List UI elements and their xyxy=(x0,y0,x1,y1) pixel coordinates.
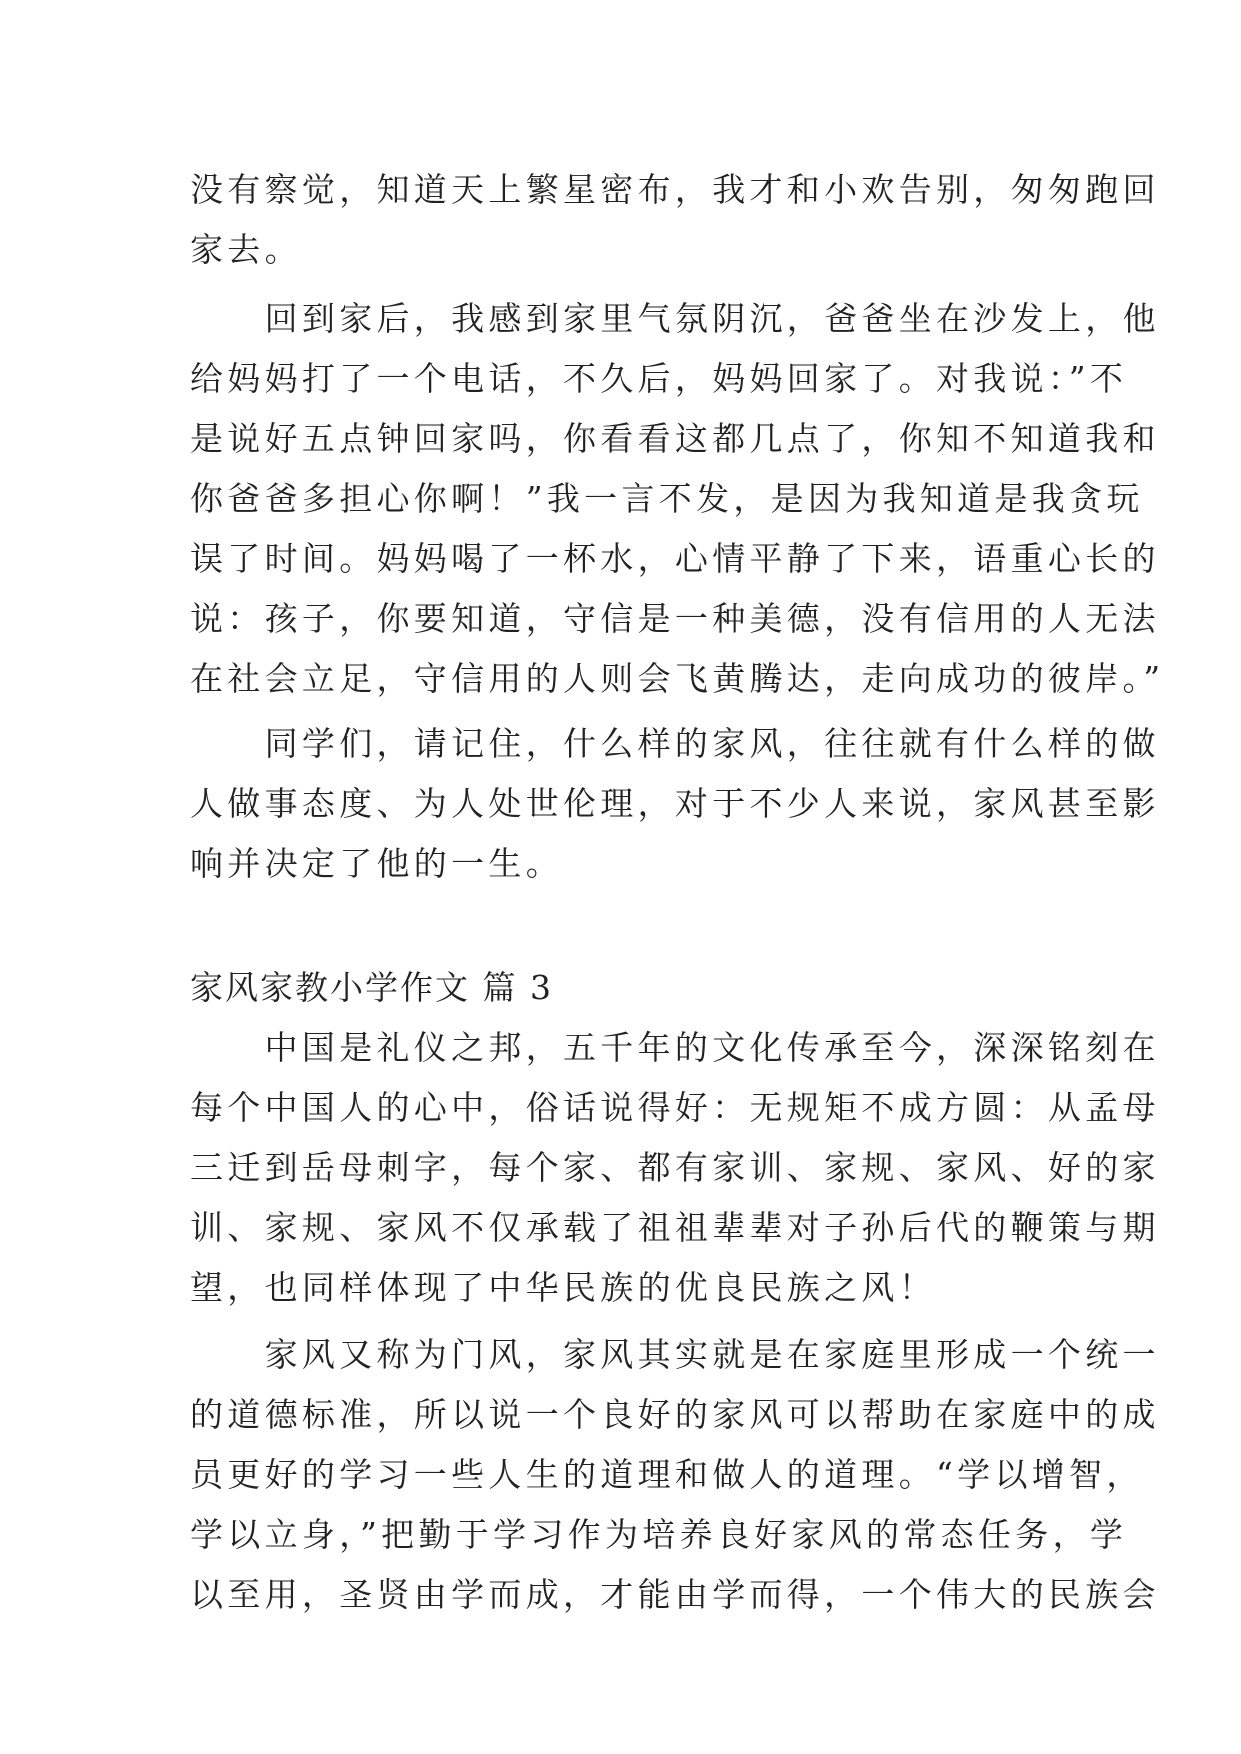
paragraph-4-line-4: 训、家规、家风不仅承载了祖祖辈辈对子孙后代的鞭策与期 xyxy=(190,1208,1160,1247)
paragraph-4-line-5: 望，也同样体现了中华民族的优良民族之风！ xyxy=(190,1268,936,1307)
paragraph-4-line-1: 中国是礼仪之邦，五千年的文化传承至今，深深铭刻在 xyxy=(190,1028,1160,1067)
paragraph-2-line-4: 你爸爸多担心你啊！”我一言不发，是因为我知道是我贪玩 xyxy=(190,479,1144,518)
paragraph-1-line-1: 没有察觉，知道天上繁星密布，我才和小欢告别，匆匆跑回 xyxy=(190,170,1160,209)
paragraph-3-line-3: 响并决定了他的一生。 xyxy=(190,844,563,883)
paragraph-4-line-3: 三迁到岳母刺字，每个家、都有家训、家规、家风、好的家 xyxy=(190,1148,1160,1187)
paragraph-5-line-3: 员更好的学习一些人生的道理和做人的道理。“学以增智， xyxy=(190,1455,1144,1494)
paragraph-2-line-2: 给妈妈打了一个电话，不久后，妈妈回家了。对我说：”不 xyxy=(190,359,1128,398)
paragraph-5-line-2: 的道德标准，所以说一个良好的家风可以帮助在家庭中的成 xyxy=(190,1395,1160,1434)
paragraph-2-line-6: 说：孩子，你要知道，守信是一种美德，没有信用的人无法 xyxy=(190,599,1160,638)
paragraph-2-line-1: 回到家后，我感到家里气氛阴沉，爸爸坐在沙发上，他 xyxy=(190,299,1160,338)
paragraph-2-line-7: 在社会立足，守信用的人则会飞黄腾达，走向成功的彼岸。” xyxy=(190,659,1165,698)
paragraph-5-line-1: 家风又称为门风，家风其实就是在家庭里形成一个统一 xyxy=(190,1335,1160,1374)
paragraph-5-line-4: 学以立身，”把勤于学习作为培养良好家风的常态任务，学 xyxy=(190,1515,1128,1554)
paragraph-4-line-2: 每个中国人的心中，俗话说得好：无规矩不成方圆：从孟母 xyxy=(190,1088,1160,1127)
paragraph-3-line-2: 人做事态度、为人处世伦理，对于不少人来说，家风甚至影 xyxy=(190,784,1160,823)
paragraph-2-line-5: 误了时间。妈妈喝了一杯水，心情平静了下来，语重心长的 xyxy=(190,539,1160,578)
paragraph-3-line-1: 同学们，请记住，什么样的家风，往往就有什么样的做 xyxy=(190,724,1160,763)
paragraph-2-line-3: 是说好五点钟回家吗，你看看这都几点了，你知不知道我和 xyxy=(190,419,1160,458)
paragraph-1-line-2: 家去。 xyxy=(190,230,302,269)
section-title: 家风家教小学作文 篇 3 xyxy=(190,968,553,1007)
paragraph-5-line-5: 以至用，圣贤由学而成，才能由学而得，一个伟大的民族会 xyxy=(190,1575,1160,1614)
